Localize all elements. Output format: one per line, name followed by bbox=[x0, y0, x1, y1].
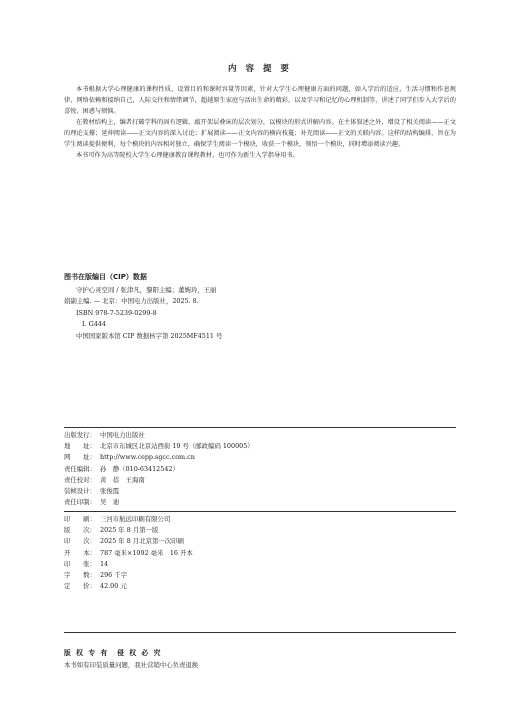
row-value: 孙 静（010-63412542） bbox=[100, 464, 179, 473]
row-value: 张俊霞 bbox=[100, 486, 120, 495]
row-value: 2025 年 8 月北京第一次印刷 bbox=[100, 537, 184, 546]
print-row bbox=[64, 581, 456, 592]
row-label: 印 次： bbox=[64, 537, 96, 546]
print-row bbox=[64, 570, 456, 581]
divider bbox=[64, 427, 456, 428]
publisher-row bbox=[64, 452, 456, 463]
row-value: 黄 蓓 王海南 bbox=[100, 475, 145, 484]
print-row bbox=[64, 548, 456, 559]
row-label: 责任编辑： bbox=[64, 464, 96, 473]
publisher-row bbox=[64, 430, 456, 441]
print-row bbox=[64, 559, 456, 570]
divider bbox=[64, 511, 456, 512]
cip-line: Ⅰ. G444 bbox=[82, 320, 106, 329]
summary-paragraph: 在教材结构上，编者打破学科的固有逻辑，敲开架层叠床的层次划分，以模块的形式讲解内容。在主体叙述之外，增设了相关阅读——正文的理论支撑；延伸阅读——正文内容的深入讨论；扩展阅读——正文内容的横向枝蔓；补充阅读——正文的关联内容。这样的结构编排，旨在为学生阅读提供便利，每个模块的内容相对独立，确保学生阅读一个模块，收获一个模块，领悟一个模块，同时增添阅读兴趣。 bbox=[64, 119, 456, 148]
publisher-row bbox=[64, 486, 456, 497]
row-value: 2025 年 8 月第一版 bbox=[100, 526, 159, 535]
row-label: 地 址： bbox=[64, 442, 96, 451]
publisher-row bbox=[64, 464, 456, 475]
print-row bbox=[64, 525, 456, 536]
rights-note: 本书如有印装质量问题，我社营销中心负责退换 bbox=[64, 661, 199, 669]
print-row bbox=[64, 514, 456, 525]
row-label: 出版发行： bbox=[64, 431, 96, 439]
cip-line: 中国国家版本馆 CIP 数据核字第 2025MF4511 号 bbox=[76, 331, 223, 340]
row-label: 字 数： bbox=[64, 570, 96, 579]
row-value: 42.00 元 bbox=[100, 582, 127, 591]
row-label: 开 本： bbox=[64, 548, 96, 557]
summary-paragraph: 本书根据大学心理健康的课程性质、设置目的和课时容量等因素，针对大学生心理健康方面的问题，如入学后的适应，生活习惯和作息规律，网络依赖和接纳自己，人际交往和情绪调节，超越原生家庭与活出生命的精彩，以及学习和记忆的心理机制等，讲述了同学们步入大学后的喜悦、困惑与烦恼。 bbox=[64, 86, 456, 115]
row-value: http://www.cepp.sgcc.com.cn bbox=[100, 453, 195, 462]
row-label: 责任印制： bbox=[64, 498, 96, 507]
row-value: 吴 迪 bbox=[100, 498, 120, 507]
cip-line: ISBN 978-7-5239-0299-8 bbox=[76, 308, 157, 317]
print-block bbox=[64, 514, 456, 592]
row-label: 印 张： bbox=[64, 559, 96, 568]
publisher-block bbox=[64, 430, 456, 508]
row-label: 定 价： bbox=[64, 582, 96, 591]
row-label: 责任校对： bbox=[64, 475, 96, 484]
row-value: 296 千字 bbox=[100, 570, 128, 579]
cip-block bbox=[64, 285, 294, 342]
row-label: 版 次： bbox=[64, 526, 96, 535]
print-row bbox=[64, 536, 456, 547]
divider bbox=[64, 632, 456, 633]
publisher-row bbox=[64, 441, 456, 452]
row-label: 印 刷： bbox=[64, 515, 96, 523]
rights-heading: 版 权 专 有 侵 权 必 究 bbox=[64, 649, 162, 657]
row-label: 装帧设计： bbox=[64, 486, 96, 495]
row-value: 787 毫米×1092 毫米 16 开本 bbox=[100, 548, 193, 557]
cip-line: 娟副主编. — 北京：中国电力出版社，2025. 8. bbox=[64, 297, 199, 306]
row-label: 网 址： bbox=[64, 453, 96, 462]
row-value: 中国电力出版社 bbox=[100, 431, 145, 439]
cip-line: 守护心灵空间 / 张津凡，黎阳主编；董婉玲，王丽 bbox=[76, 286, 217, 294]
publisher-row bbox=[64, 475, 456, 486]
row-value: 三河市航远印刷有限公司 bbox=[100, 515, 171, 523]
summary-body bbox=[64, 84, 456, 161]
row-value: 14 bbox=[100, 559, 109, 568]
row-value: 北京市东城区北京站西街 19 号（邮政编码 100005） bbox=[100, 442, 254, 451]
summary-title: 内 容 提 要 bbox=[228, 64, 292, 74]
summary-paragraph: 本书可作为高等院校大学生心理健康教育课程教材，也可作为新生入学指导用书。 bbox=[76, 152, 299, 159]
cip-heading: 图书在版编目（CIP）数据 bbox=[64, 273, 147, 281]
publisher-row bbox=[64, 497, 456, 508]
